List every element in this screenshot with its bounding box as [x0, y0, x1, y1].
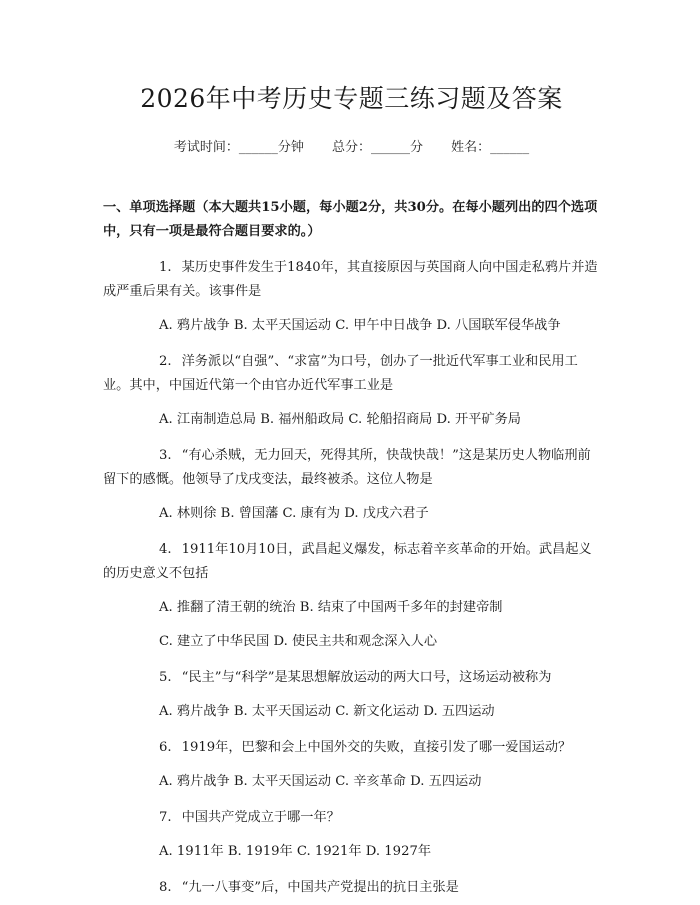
question-number: 1.	[159, 260, 172, 275]
question-number: 6.	[159, 740, 172, 755]
question-6	[103, 736, 600, 760]
student-name-field: 姓名：______	[451, 140, 530, 155]
total-score-field: 总分：______分	[331, 140, 423, 155]
question-2	[103, 350, 600, 398]
question-stem: “九一八事变”后，中国共产党提出的抗日主张是	[181, 880, 459, 895]
question-options: A. 江南制造总局 B. 福州船政局 C. 轮船招商局 D. 开平矿务局	[159, 412, 521, 427]
question-stem: 洋务派以“自强”、“求富”为口号，创办了一批近代军事工业和民用工业。其中，中国近代第一个由官办近代军事工业是	[103, 354, 578, 393]
question-options: C. 建立了中华民国 D. 使民主共和观念深入人心	[159, 634, 438, 649]
question-options: A. 林则徐 B. 曾国藩 C. 康有为 D. 戊戌六君子	[159, 506, 429, 521]
question-7	[103, 806, 600, 830]
question-8	[103, 876, 600, 900]
question-options: A. 鸦片战争 B. 太平天国运动 C. 甲午中日战争 D. 八国联军侵华战争	[159, 318, 561, 333]
question-stem: 1919年，巴黎和会上中国外交的失败，直接引发了哪一爱国运动？	[181, 740, 572, 755]
question-5	[103, 666, 600, 690]
section-heading: 一、单项选择题（本大题共15小题，每小题2分，共30分。在每小题列出的四个选项中，只有一项是最符合题目要求的。）	[103, 200, 598, 239]
question-stem: 1911年10月10日，武昌起义爆发，标志着辛亥革命的开始。武昌起义的历史意义不包括	[103, 542, 592, 581]
question-options: A. 鸦片战争 B. 太平天国运动 C. 新文化运动 D. 五四运动	[159, 704, 495, 719]
question-1	[103, 256, 600, 304]
question-number: 8.	[159, 880, 172, 895]
question-options: A. 鸦片战争 B. 太平天国运动 C. 辛亥革命 D. 五四运动	[159, 774, 482, 789]
question-number: 3.	[159, 448, 172, 463]
question-stem: “民主”与“科学”是某思想解放运动的两大口号，这场运动被称为	[181, 670, 552, 685]
page-title: 2026年中考历史专题三练习题及答案	[140, 84, 563, 113]
question-number: 4.	[159, 542, 172, 557]
question-4	[103, 538, 600, 586]
exam-time-field: 考试时间：______分钟	[173, 140, 304, 155]
exam-info-line	[103, 138, 600, 158]
question-number: 5.	[159, 670, 172, 685]
question-stem: “有心杀贼，无力回天，死得其所，快哉快哉！”这是某历史人物临刑前留下的感慨。他领导了戊戌变法，最终被杀。这位人物是	[103, 448, 591, 487]
question-stem: 某历史事件发生于1840年，其直接原因与英国商人向中国走私鸦片并造成严重后果有关。该事件是	[103, 260, 598, 299]
question-number: 7.	[159, 810, 172, 825]
question-3	[103, 444, 600, 492]
question-number: 2.	[159, 354, 172, 369]
question-options: A. 推翻了清王朝的统治 B. 结束了中国两千多年的封建帝制	[159, 600, 503, 615]
question-stem: 中国共产党成立于哪一年？	[181, 810, 340, 825]
question-options: A. 1911年 B. 1919年 C. 1921年 D. 1927年	[159, 844, 432, 859]
